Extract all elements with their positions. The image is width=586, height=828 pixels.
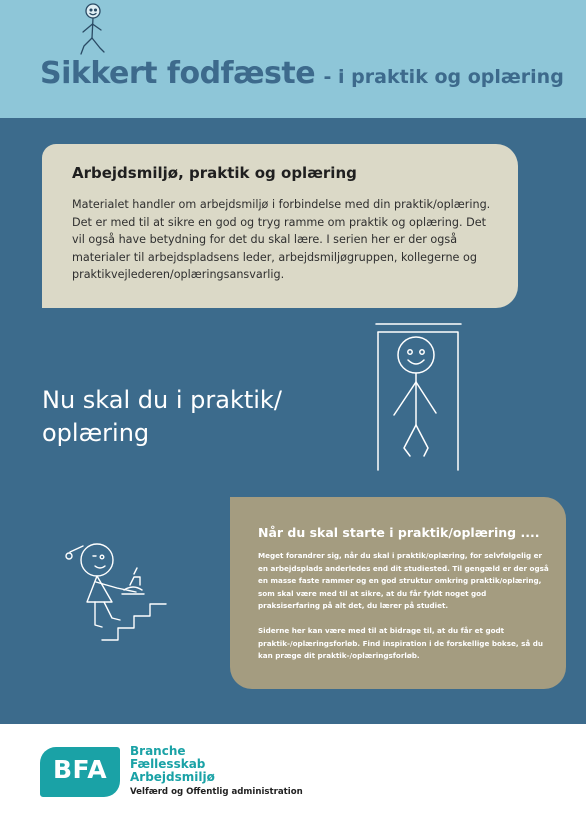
header-band (0, 0, 586, 118)
start-heading: Når du skal starte i praktik/oplæring .... (258, 525, 540, 540)
start-paragraph-1: Meget forandrer sig, når du skal i praktik/oplæring, for selvfølgelig er en arbejdsplads anderledes end dit studiested. Til gengæld er der også en masse faste rammer og en god struktur omkring praktik/oplæring, som skal være med til at sikre, at du får fyldt noget god praksiserfaring på alt det, du lærer på studiet. (258, 551, 549, 611)
start-paragraph-2: Siderne her kan være med til at bidrage til, at du får et godt praktik-/oplæringsforløb. Find inspiration i de forskellige bokse, så du kan præge dit praktik-/oplæringsforløb. (258, 625, 543, 661)
logo-text (130, 745, 350, 797)
logo-line-2: Fællesskab (130, 757, 206, 771)
figure-in-doorway-illustration (360, 320, 474, 472)
walking-figure-illustration (68, 2, 114, 64)
logo-tagline: Velfærd og Offentlig administration (130, 787, 303, 797)
intro-heading: Arbejdsmiljø, praktik og oplæring (72, 164, 357, 182)
title-subtitle: - i praktik og oplæring (323, 66, 564, 88)
logo-badge-text: BFA (52, 755, 108, 784)
intro-box (42, 144, 518, 308)
logo-badge (40, 747, 120, 797)
title-main: Sikkert fodfæste (40, 56, 316, 91)
figure-climbing-stairs-illustration (62, 530, 172, 660)
start-box (230, 497, 566, 689)
page-title (40, 56, 564, 91)
logo-line-3: Arbejdsmiljø (130, 770, 215, 784)
main-heading: Nu skal du i praktik/ oplæring (42, 386, 282, 447)
logo-line-1: Branche (130, 744, 186, 758)
intro-body: Materialet handler om arbejdsmiljø i forbindelse med din praktik/oplæring. Det er med til at sikre en god og tryg ramme om praktik og oplæring. Det vil også have betydning for det du skal lære. I serien her er der også materialer til arbejdspladsens leder, arbejdsmiljøgruppen, kollegerne og praktikvejlederen/oplæringsansvarlig. (72, 198, 491, 281)
